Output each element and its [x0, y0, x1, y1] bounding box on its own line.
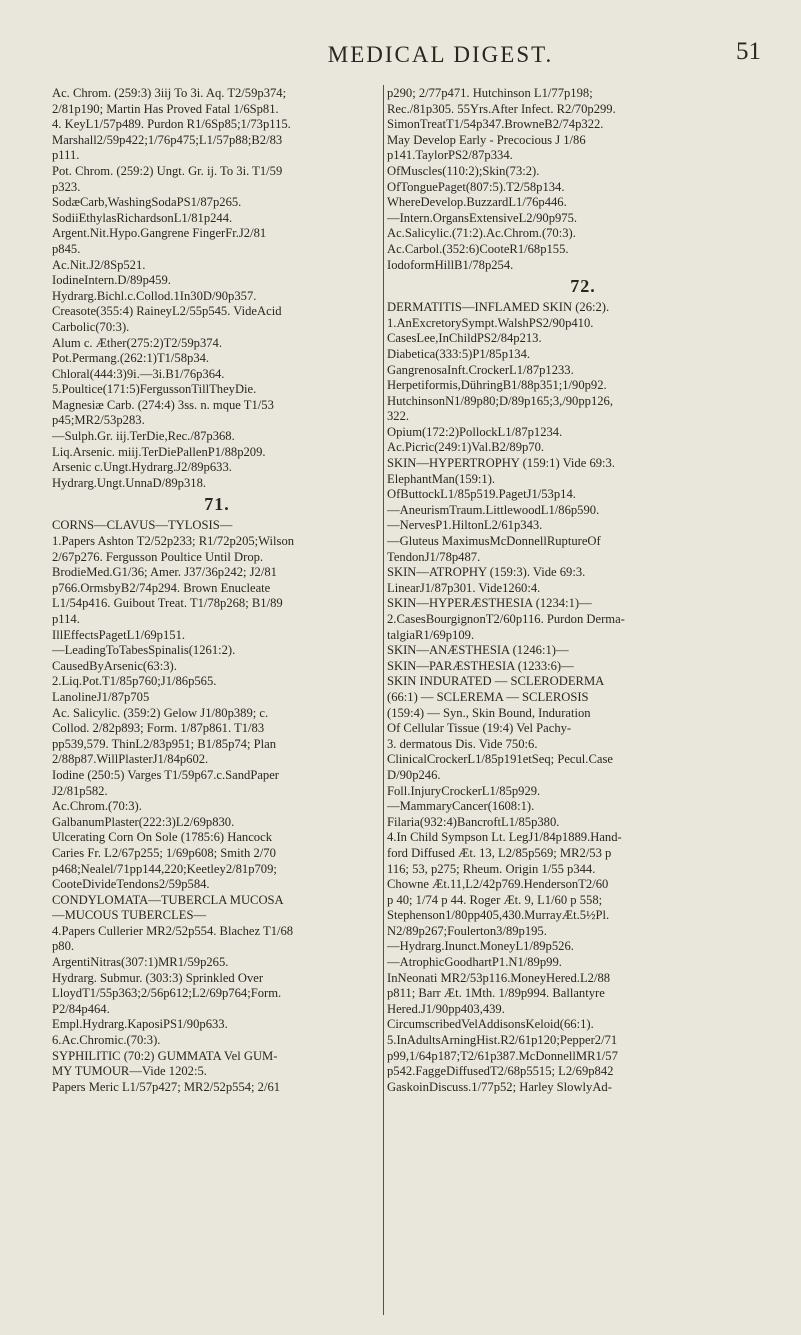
entry-line: D/90p246.: [387, 767, 441, 782]
entry-line: Ac. Chrom. (259:3) 3iij To 3i. Aq. T2/59p374;: [52, 86, 287, 100]
entry-line: p 40; 1/74 p 44. Roger Æt. 9, L1/60 p 558;: [387, 892, 603, 907]
entry-line: 4.In Child Sympson Lt. LegJ1/84p1889.Hand-: [387, 830, 622, 845]
entry-line: p290; 2/77p471. Hutchinson L1/77p198;: [387, 86, 593, 100]
entry-line: Empl.Hydrarg.KaposiPS1/90p633.: [52, 1017, 228, 1032]
page-header-title: MEDICAL DIGEST.: [327, 42, 554, 67]
entry-line: Ac.Nit.J2/8Sp521.: [52, 257, 146, 272]
entry-line: Arsenic c.Ungt.Hydrarg.J2/89p633.: [52, 460, 232, 475]
entry-line: Stephenson1/80pp405,430.MurrayÆt.5½Pl.: [387, 908, 610, 923]
entry-line: Of Cellular Tissue (19:4) Vel Pachy-: [387, 721, 572, 736]
entry-line: Hydrarg. Submur. (303:3) Sprinkled Over: [52, 970, 264, 985]
entry-line: OfButtockL1/85p519.PagetJ1/53p14.: [387, 487, 576, 502]
entry-line: p542.FaggeDiffusedT2/68p5515; L2/69p842: [387, 1064, 614, 1079]
entry-line: GaskoinDiscuss.1/77p52; Harley SlowlyAd-: [387, 1079, 612, 1094]
entry-line: IodoformHillB1/78p254.: [387, 257, 514, 272]
entry-line: —MammaryCancer(1608:1).: [387, 799, 535, 814]
entry-line: LinearJ1/87p301. Vide1260:4.: [387, 580, 541, 595]
entry-line: SKIN—ANÆSTHESIA (1246:1)—: [387, 643, 569, 658]
entry-line: Hered.J1/90pp403,439.: [387, 1001, 505, 1016]
entry-line: —AtrophicGoodhartP1.N1/89p99.: [387, 955, 562, 970]
entry-line: Argent.Nit.Hypo.Gangrene FingerFr.J2/81: [52, 226, 267, 241]
running-head: [120, 32, 761, 72]
entry-line: Filaria(932:4)BancroftL1/85p380.: [387, 814, 560, 829]
entry-line: Ulcerating Corn On Sole (1785:6) Hancock: [52, 830, 272, 845]
entry-line: CircumscribedVelAddisonsKeloid(66:1).: [387, 1017, 594, 1032]
entry-line: SKIN INDURATED — SCLERODERMA: [387, 674, 605, 689]
entry-line: Alum c. Æther(275:2)T2/59p374.: [52, 335, 222, 350]
entry-line: Ac. Salicylic. (359:2) Gelow J1/80p389; c.: [52, 705, 269, 720]
entry-line: Opium(172:2)PollockL1/87p1234.: [387, 424, 563, 439]
entry-line: 1.AnExcretorySympt.WalshPS2/90p410.: [387, 315, 594, 330]
entry-line: Magnesiæ Carb. (274:4) 3ss. n. mque T1/53: [52, 397, 274, 412]
entry-line: Herpetiformis,DühringB1/88p351;1/90p92.: [387, 378, 607, 393]
entry-line: LanolineJ1/87p705: [52, 689, 150, 704]
entry-line: Foll.InjuryCrockerL1/85p929.: [387, 783, 541, 798]
entry-line: ClinicalCrockerL1/85p191etSeq; Pecul.Case: [387, 752, 613, 767]
entry-line: DERMATITIS—INFLAMED SKIN (26:2).: [387, 300, 610, 315]
entry-line: MY TUMOUR—Vide 1202:5.: [52, 1064, 207, 1079]
entry-line: IodineIntern.D/89p459.: [52, 273, 171, 288]
entry-line: —LeadingToTabesSpinalis(1261:2).: [52, 643, 236, 658]
entry-line: InNeonati MR2/53p116.MoneyHered.L2/88: [387, 970, 611, 985]
entry-line: —AneurismTraum.LittlewoodL1/86p590.: [387, 502, 600, 517]
entry-line: p45;MR2/53p283.: [52, 413, 145, 428]
entry-line: N2/89p267;Foulerton3/89p195.: [387, 923, 547, 938]
section-number: 71.: [204, 494, 230, 515]
entry-line: 1.Papers Ashton T2/52p233; R1/72p205;Wilson: [52, 534, 295, 549]
entry-line: Collod. 2/82p893; Form. 1/87p861. T1/83: [52, 721, 265, 736]
entry-line: 6.Ac.Chromic.(70:3).: [52, 1033, 161, 1048]
entry-line: p811; Barr Æt. 1Mth. 1/89p994. Ballantyre: [387, 986, 605, 1001]
entry-line: 2/81p190; Martin Has Proved Fatal 1/6Sp81.: [52, 101, 279, 116]
entry-line: CasesLee,InChildPS2/84p213.: [387, 331, 542, 346]
entry-line: OfTonguePaget(807:5).T2/58p134.: [387, 179, 565, 194]
entry-line: L1/54p416. Guibout Treat. T1/78p268; B1/89: [52, 596, 283, 611]
entry-line: p766.OrmsbyB2/74p294. Brown Enucleate: [52, 580, 271, 595]
entry-line: (159:4) — Syn., Skin Bound, Induration: [387, 705, 591, 720]
entry-line: P2/84p464.: [52, 1001, 110, 1016]
entry-line: Chowne Æt.11,L2/42p769.HendersonT2/60: [387, 877, 609, 892]
entry-line: Chloral(444:3)9i.—3i.B1/76p364.: [52, 366, 225, 381]
entry-line: LloydT1/55p363;2/56p612;L2/69p764;Form.: [52, 986, 282, 1001]
entry-line: TendonJ1/78p487.: [387, 549, 481, 564]
column-divider: [383, 85, 384, 1315]
entry-line: 2.CasesBourgignonT2/60p116. Purdon Derma-: [387, 612, 625, 626]
entry-line: p99,1/64p187;T2/61p387.McDonnellMR1/57: [387, 1048, 618, 1063]
entry-line: —MUCOUS TUBERCLES—: [52, 908, 207, 923]
entry-line: p111.: [52, 148, 80, 163]
entry-line: BrodieMed.G1/36; Amer. J37/36p242; J2/81: [52, 565, 277, 580]
entry-line: Creasote(355:4) RaineyL2/55p545. VideAcid: [52, 304, 282, 319]
entry-line: 116; 53, p275; Rheum. Origin 1/55 p344.: [387, 861, 596, 876]
entry-line: CooteDivideTendons2/59p584.: [52, 877, 210, 892]
entry-line: WhereDevelop.BuzzardL1/76p446.: [387, 195, 567, 210]
entry-line: 4.Papers Cullerier MR2/52p554. Blachez T1/68: [52, 923, 294, 938]
entry-line: p468;Nealel/71pp144,220;Keetley2/81p709;: [52, 861, 277, 876]
entry-line: p114.: [52, 612, 80, 626]
entry-line: OfMuscles(110:2);Skin(73:2).: [387, 163, 540, 178]
entry-line: p80.: [52, 939, 75, 954]
entry-line: p141.TaylorPS2/87p334.: [387, 148, 513, 163]
section-number: 72.: [570, 276, 596, 297]
entry-line: Hydrarg.Bichl.c.Collod.1In30D/90p357.: [52, 288, 257, 303]
entry-line: p845.: [52, 241, 81, 256]
page-number: 51: [736, 38, 761, 65]
entry-line: SodiiEthylasRichardsonL1/81p244.: [52, 210, 233, 225]
entry-line: Diabetica(333:5)P1/85p134.: [387, 346, 531, 361]
entry-line: ford Diffused Æt. 13, L2/85p569; MR2/53 p: [387, 845, 612, 860]
entry-line: ElephantMan(159:1).: [387, 471, 496, 486]
entry-line: CausedByArsenic(63:3).: [52, 658, 177, 673]
entry-line: p323.: [52, 179, 81, 194]
right-column: [387, 86, 779, 1095]
entry-line: Rec./81p305. 55Yrs.After Infect. R2/70p299.: [387, 101, 616, 116]
entry-line: ArgentiNitras(307:1)MR1/59p265.: [52, 955, 229, 970]
entry-line: CORNS—CLAVUS—TYLOSIS—: [52, 518, 233, 533]
entry-line: Papers Meric L1/57p427; MR2/52p554; 2/61: [52, 1079, 281, 1094]
entry-line: SKIN—PARÆSTHESIA (1233:6)—: [387, 658, 574, 673]
entry-line: pp539,579. ThinL2/83p951; B1/85p74; Plan: [52, 736, 277, 751]
entry-line: Caries Fr. L2/67p255; 1/69p608; Smith 2/70: [52, 845, 276, 860]
entry-line: talgiaR1/69p109.: [387, 627, 475, 642]
entry-line: Ac.Chrom.(70:3).: [52, 799, 142, 814]
entry-line: Marshall2/59p422;1/76p475;L1/57p88;B2/83: [52, 132, 283, 147]
entry-line: 2.Liq.Pot.T1/85p760;J1/86p565.: [52, 674, 217, 689]
entry-line: HutchinsonN1/89p80;D/89p165;3,/90pp126,: [387, 393, 613, 408]
entry-line: Carbolic(70:3).: [52, 319, 130, 334]
entry-line: 2/67p276. Fergusson Poultice Until Drop.: [52, 549, 264, 564]
entry-line: SKIN—ATROPHY (159:3). Vide 69:3.: [387, 565, 586, 580]
entry-line: SKIN—HYPERÆSTHESIA (1234:1)—: [387, 596, 592, 611]
entry-line: CONDYLOMATA—TUBERCLA MUCOSA: [52, 892, 284, 907]
entry-line: IllEffectsPagetL1/69p151.: [52, 627, 186, 642]
entry-line: SimonTreatT1/54p347.BrowneB2/74p322.: [387, 117, 604, 132]
entry-line: Iodine (250:5) Varges T1/59p67.c.SandPaper: [52, 767, 280, 782]
entry-line: Pot. Chrom. (259:2) Ungt. Gr. ij. To 3i. T1/59: [52, 163, 283, 178]
entry-line: Ac.Carbol.(352:6)CooteR1/68p155.: [387, 241, 569, 256]
entry-line: GalbanumPlaster(222:3)L2/69p830.: [52, 814, 235, 829]
entry-line: —Sulph.Gr. iij.TerDie,Rec./87p368.: [52, 429, 235, 444]
entry-line: Pot.Permang.(262:1)T1/58p34.: [52, 351, 210, 366]
entry-line: 5.Poultice(171:5)FergussonTillTheyDie.: [52, 382, 257, 397]
entry-line: —Gluteus MaximusMcDonnellRuptureOf: [387, 534, 601, 549]
entry-line: 4. KeyL1/57p489. Purdon R1/6Sp85;1/73p115.: [52, 117, 291, 132]
entry-line: 3. dermatous Dis. Vide 750:6.: [387, 736, 538, 751]
entry-line: May Develop Early - Precocious J 1/86: [387, 132, 586, 147]
entry-line: Liq.Arsenic. miij.TerDiePallenP1/88p209.: [52, 444, 266, 459]
entry-line: (66:1) — SCLEREMA — SCLEROSIS: [387, 689, 589, 704]
entry-line: GangrenosaInft.CrockerL1/87p1233.: [387, 362, 574, 377]
left-column: [52, 86, 382, 1095]
entry-line: 5.InAdultsArningHist.R2/61p120;Pepper2/71: [387, 1033, 618, 1048]
entry-line: Ac.Picric(249:1)Val.B2/89p70.: [387, 440, 545, 455]
entry-line: Hydrarg.Ungt.UnnaD/89p318.: [52, 475, 207, 490]
entry-line: 322.: [387, 409, 410, 424]
entry-line: SKIN—HYPERTROPHY (159:1) Vide 69:3.: [387, 456, 615, 471]
entry-line: —Intern.OrgansExtensiveL2/90p975.: [387, 210, 578, 225]
entry-line: SodæCarb,WashingSodaPS1/87p265.: [52, 195, 242, 210]
entry-line: SYPHILITIC (70:2) GUMMATA Vel GUM-: [52, 1048, 278, 1063]
entry-line: —Hydrarg.Inunct.MoneyL1/89p526.: [387, 939, 574, 954]
entry-line: Ac.Salicylic.(71:2).Ac.Chrom.(70:3).: [387, 226, 576, 241]
entry-line: —NervesP1.HiltonL2/61p343.: [387, 518, 543, 533]
entry-line: J2/81p582.: [52, 783, 108, 798]
entry-line: 2/88p87.WillPlasterJ1/84p602.: [52, 752, 209, 767]
